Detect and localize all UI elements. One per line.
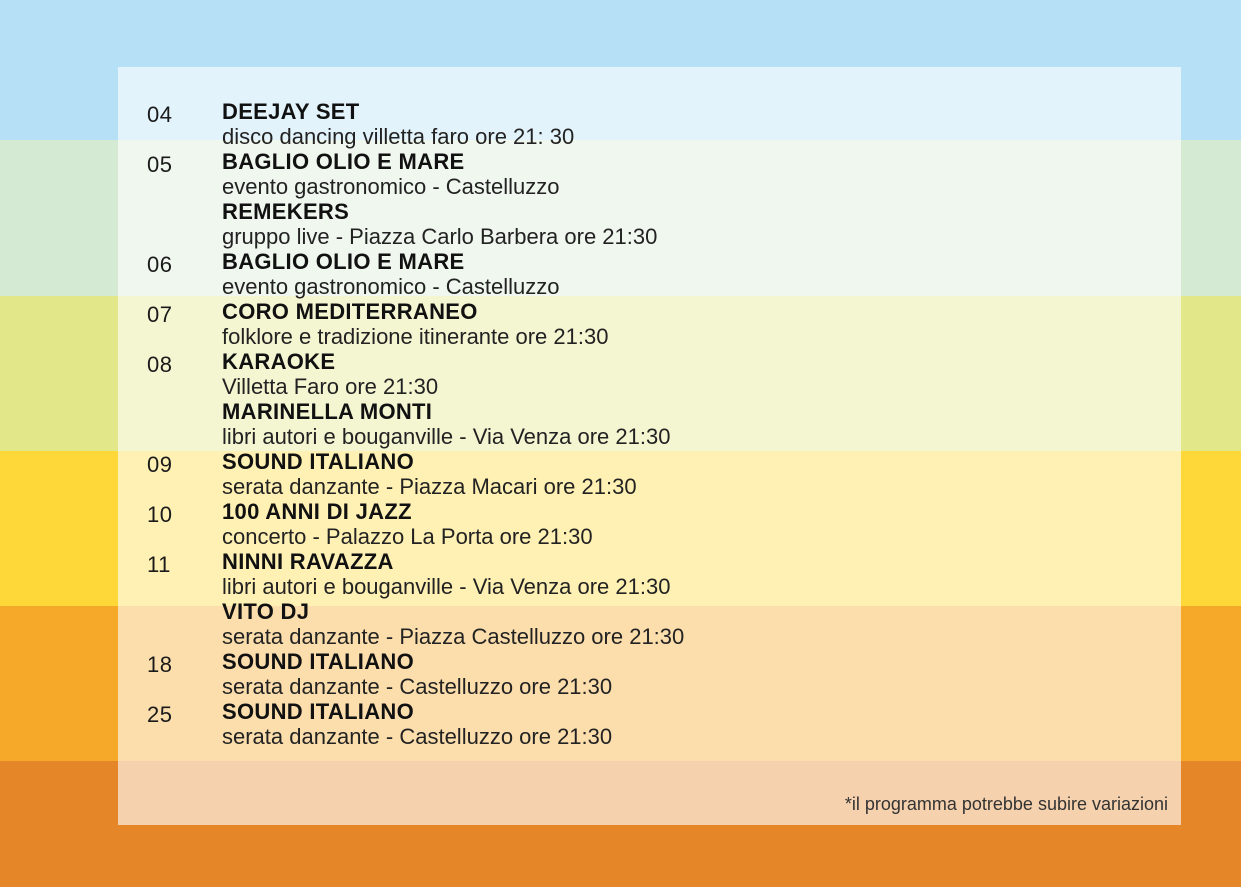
event-row	[118, 149, 1181, 199]
event-title: VITO DJ	[222, 599, 310, 624]
event-row	[118, 549, 1181, 599]
event-day: 04	[147, 102, 173, 127]
event-description: evento gastronomico - Castelluzzo	[222, 274, 560, 299]
event-description: libri autori e bouganville - Via Venza ore 21:30	[222, 424, 671, 449]
event-day: 08	[147, 352, 173, 377]
event-row	[118, 249, 1181, 299]
event-description: serata danzante - Castelluzzo ore 21:30	[222, 724, 613, 749]
event-title: BAGLIO OLIO E MARE	[222, 249, 465, 274]
event-title: BAGLIO OLIO E MARE	[222, 149, 465, 174]
event-title: DEEJAY SET	[222, 99, 360, 124]
event-title: SOUND ITALIANO	[222, 449, 415, 474]
event-row	[118, 499, 1181, 549]
event-description: serata danzante - Piazza Castelluzzo ore 21:30	[222, 624, 685, 649]
event-description: concerto - Palazzo La Porta ore 21:30	[222, 524, 593, 549]
event-day: 05	[147, 152, 173, 177]
event-row	[118, 199, 1181, 249]
event-day: 18	[147, 652, 173, 677]
event-description: libri autori e bouganville - Via Venza ore 21:30	[222, 574, 671, 599]
event-day: 09	[147, 452, 173, 477]
event-list	[118, 99, 1181, 749]
event-row	[118, 599, 1181, 649]
event-row	[118, 699, 1181, 749]
event-description: disco dancing villetta faro ore 21: 30	[222, 124, 575, 149]
program-panel	[118, 67, 1181, 825]
event-title: NINNI RAVAZZA	[222, 549, 394, 574]
event-day: 10	[147, 502, 173, 527]
footnote: *il programma potrebbe subire variazioni	[844, 794, 1168, 814]
event-description: serata danzante - Piazza Macari ore 21:30	[222, 474, 637, 499]
event-day: 06	[147, 252, 173, 277]
event-title: SOUND ITALIANO	[222, 699, 415, 724]
event-row	[118, 349, 1181, 399]
event-row	[118, 649, 1181, 699]
event-title: 100 ANNI DI JAZZ	[222, 499, 412, 524]
event-title: REMEKERS	[222, 199, 350, 224]
event-title: CORO MEDITERRANEO	[222, 299, 478, 324]
event-description: folklore e tradizione itinerante ore 21:30	[222, 324, 609, 349]
event-description: Villetta Faro ore 21:30	[222, 374, 439, 399]
event-row	[118, 299, 1181, 349]
event-row	[118, 449, 1181, 499]
event-title: KARAOKE	[222, 349, 336, 374]
event-description: evento gastronomico - Castelluzzo	[222, 174, 560, 199]
event-day: 07	[147, 302, 173, 327]
event-day: 11	[147, 552, 171, 577]
event-row	[118, 99, 1181, 149]
event-title: MARINELLA MONTI	[222, 399, 433, 424]
event-description: gruppo live - Piazza Carlo Barbera ore 21:30	[222, 224, 658, 249]
event-title: SOUND ITALIANO	[222, 649, 415, 674]
event-row	[118, 399, 1181, 449]
event-description: serata danzante - Castelluzzo ore 21:30	[222, 674, 613, 699]
event-day: 25	[147, 702, 173, 727]
